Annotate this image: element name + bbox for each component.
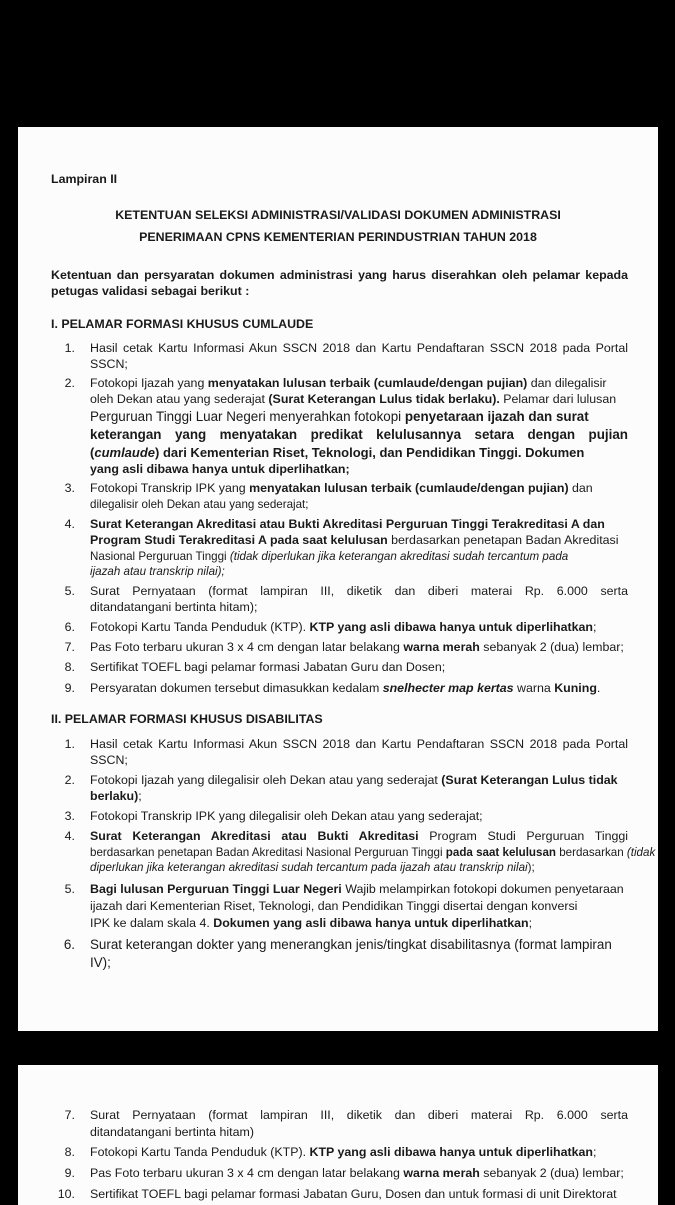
list-number: 4. bbox=[64, 517, 75, 531]
document-page-1 bbox=[18, 127, 658, 1031]
intro-line-2: petugas validasi sebagai berikut : bbox=[51, 284, 250, 298]
doc-title-line-1: KETENTUAN SELEKSI ADMINISTRASI/VALIDASI DOKUMEN ADMINISTRASI bbox=[115, 208, 561, 222]
list-number: 9. bbox=[64, 681, 75, 695]
list-item-text: Nasional Perguruan Tinggi (tidak diperlukan jika keterangan akreditasi sudah tercantum pada bbox=[90, 550, 569, 563]
list-item-text: Fotokopi Kartu Tanda Penduduk (KTP). KTP yang asli dibawa hanya untuk diperlihatkan; bbox=[90, 1145, 597, 1159]
list-item-text: Program Studi Terakreditasi A pada saat kelulusan berdasarkan penetapan Badan Akreditasi bbox=[90, 533, 619, 547]
list-item-text: Perguruan Tinggi Luar Negeri menyerahkan fotokopi penyetaraan ijazah dan surat bbox=[90, 409, 589, 424]
list-number: 3. bbox=[64, 481, 75, 495]
list-item-text: ijazah dari Kementerian Riset, Teknologi, dan Pendidikan Tinggi disertai dengan konversi bbox=[90, 899, 578, 913]
list-item-text: Surat Keterangan Akreditasi atau Bukti Akreditasi Program Studi Perguruan Tinggi bbox=[90, 829, 629, 843]
list-number: 9. bbox=[64, 1166, 75, 1180]
list-number: 6. bbox=[64, 620, 75, 634]
list-number: 5. bbox=[64, 584, 75, 598]
list-item-text: Fotokopi Ijazah yang dilegalisir oleh Dekan atau yang sederajat (Surat Keterangan Lulus tidak bbox=[90, 773, 618, 787]
list-item-text: Surat keterangan dokter yang menerangkan jenis/tingkat disabilitasnya (format lampiran bbox=[90, 937, 612, 952]
list-item-text: Pas Foto terbaru ukuran 3 x 4 cm dengan latar belakang warna merah sebanyak 2 (dua) lembar; bbox=[90, 640, 624, 654]
document-page-2 bbox=[18, 1065, 658, 1205]
list-number: 5. bbox=[64, 882, 75, 896]
list-number: 4. bbox=[64, 829, 75, 843]
list-item-text: ditandatangani bertinta hitam); bbox=[90, 600, 258, 614]
list-item-text: Fotokopi Kartu Tanda Penduduk (KTP). KTP yang asli dibawa hanya untuk diperlihatkan; bbox=[90, 620, 597, 634]
list-number: 10. bbox=[57, 1187, 75, 1201]
list-item-text: Hasil cetak Kartu Informasi Akun SSCN 2018 dan Kartu Pendaftaran SSCN 2018 pada Portal bbox=[90, 341, 628, 355]
list-item-text: Persyaratan dokumen tersebut dimasukkan kedalam snelhecter map kertas warna Kuning. bbox=[90, 681, 601, 695]
intro-line-1: Ketentuan dan persyaratan dokumen administrasi yang harus diserahkan oleh pelamar kepada bbox=[51, 268, 628, 282]
doc-title-line-2: PENERIMAAN CPNS KEMENTERIAN PERINDUSTRIAN TAHUN 2018 bbox=[139, 230, 537, 244]
list-item-text: oleh Dekan atau yang sederajat (Surat Keterangan Lulus tidak berlaku). Pelamar dari lulusan bbox=[90, 392, 617, 406]
list-item-text: Fotokopi Transkrip IPK yang dilegalisir oleh Dekan atau yang sederajat; bbox=[90, 809, 483, 823]
list-item-text: SSCN; bbox=[90, 753, 128, 767]
list-item-text: dilegalisir oleh Dekan atau yang sederajat; bbox=[90, 498, 309, 511]
annex-label: Lampiran II bbox=[51, 172, 118, 186]
list-number: 7. bbox=[64, 1108, 75, 1122]
list-number: 1. bbox=[64, 341, 75, 355]
list-item-text: Surat Pernyataan (format lampiran III, diketik dan diberi materai Rp. 6.000 serta bbox=[90, 1108, 628, 1122]
list-number: 2. bbox=[64, 773, 75, 787]
list-item-text: ditandatangani bertinta hitam) bbox=[90, 1125, 254, 1139]
list-number: 1. bbox=[64, 737, 75, 751]
list-item-text: Bagi lulusan Perguruan Tinggi Luar Negeri Wajib melampirkan fotokopi dokumen penyetaraan bbox=[90, 882, 624, 896]
list-item-text: keterangan yang menyatakan predikat kelulusannya setara dengan pujian bbox=[90, 427, 628, 442]
list-item-text: Fotokopi Ijazah yang menyatakan lulusan terbaik (cumlaude/dengan pujian) dan dilegalisir bbox=[90, 376, 607, 390]
list-item-text: Hasil cetak Kartu Informasi Akun SSCN 2018 dan Kartu Pendaftaran SSCN 2018 pada Portal bbox=[90, 737, 628, 751]
list-item-text: SSCN; bbox=[90, 357, 128, 371]
list-item-text: Surat Keterangan Akreditasi atau Bukti Akreditasi Perguruan Tinggi Terakreditasi A dan bbox=[90, 517, 605, 531]
list-number: 2. bbox=[64, 376, 75, 390]
list-item-text: IV); bbox=[90, 955, 111, 970]
section-2-title: II. PELAMAR FORMASI KHUSUS DISABILITAS bbox=[51, 712, 323, 726]
list-item-text: ijazah atau transkrip nilai); bbox=[90, 565, 225, 578]
list-number: 8. bbox=[64, 660, 75, 674]
list-item-text: diperlukan jika keterangan akreditasi sudah tercantum pada ijazah atau transkrip nilai); bbox=[90, 861, 535, 874]
list-item-text: berlaku); bbox=[90, 789, 142, 803]
section-1-title: I. PELAMAR FORMASI KHUSUS CUMLAUDE bbox=[51, 317, 314, 331]
list-item-text: IPK ke dalam skala 4. Dokumen yang asli dibawa hanya untuk diperlihatkan; bbox=[90, 916, 533, 930]
list-item-text: berdasarkan penetapan Badan Akreditasi Nasional Perguruan Tinggi pada saat kelulusan berdasarkan (tidak bbox=[90, 846, 656, 859]
list-number: 8. bbox=[64, 1145, 75, 1159]
list-number: 7. bbox=[64, 640, 75, 654]
list-item-text: Surat Pernyataan (format lampiran III, diketik dan diberi materai Rp. 6.000 serta bbox=[90, 584, 628, 598]
list-item-text: Fotokopi Transkrip IPK yang menyatakan lulusan terbaik (cumlaude/dengan pujian) dan bbox=[90, 481, 593, 495]
top-dark-band bbox=[0, 0, 675, 127]
list-item-text: Sertifikat TOEFL bagi pelamar formasi Jabatan Guru, Dosen dan untuk formasi di unit Direktorat bbox=[90, 1187, 617, 1201]
list-item-text: Sertifikat TOEFL bagi pelamar formasi Jabatan Guru dan Dosen; bbox=[90, 660, 446, 674]
list-item-text: Pas Foto terbaru ukuran 3 x 4 cm dengan latar belakang warna merah sebanyak 2 (dua) lembar; bbox=[90, 1166, 624, 1180]
list-item-text: (cumlaude) dari Kementerian Riset, Teknologi, dan Pendidikan Tinggi. Dokumen bbox=[90, 445, 585, 460]
list-number: 3. bbox=[64, 809, 75, 823]
list-item-text: yang asli dibawa hanya untuk diperlihatkan; bbox=[90, 462, 350, 476]
list-number: 6. bbox=[63, 937, 75, 952]
middle-dark-band bbox=[0, 1031, 675, 1065]
